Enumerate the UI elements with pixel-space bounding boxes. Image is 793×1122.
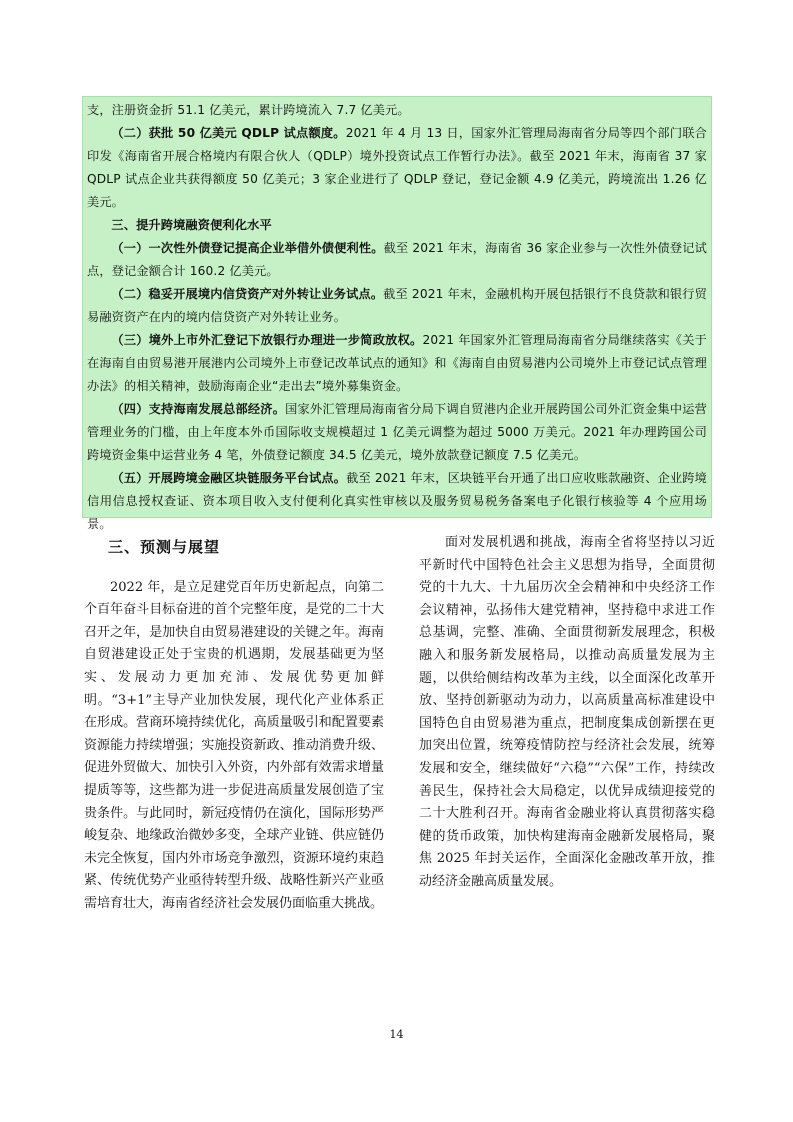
section-title: 三、预测与展望	[108, 538, 221, 556]
item-heading-1: （一）一次性外债登记提高企业举借外债便利性。	[111, 241, 384, 255]
left-column	[84, 532, 384, 916]
qdlp-heading: （二）获批 50 亿美元 QDLP 试点额度。	[111, 126, 346, 140]
left-paragraph: 2022 年，是立足建党百年历史新起点，向第二个百年奋斗目标奋进的首个完整年度，是党的二十大召开之年，是加快自由贸易港建设的关键之年。海南自贸港建设正处于宝贵的机遇期，发展基础更为坚实、发展动力更加充沛、发展优势更加鲜明。“3+1”主导产业加快发展，现代化产业体系正在形成。营商环境持续优化，高质量吸引和配置要素资源能力持续增强；实施投资新政、推动消费升级、促进外贸做大、加快引入外资，内外部有效需求增量提质等等，这些都为进一步促进高质量发展创造了宝贵条件。与此同时，新冠疫情仍在演化，国际形势严峻复杂、地缘政治微妙多变，全球产业链、供应链仍未完全恢复，国内外市场竞争激烈，资源环境约束趋紧、传统优势产业亟待转型升级、战略性新兴产业亟需培育壮大，海南省经济社会发展仍面临重大挑战。	[84, 579, 384, 911]
item-paragraph-1	[87, 237, 707, 283]
qdlp-body: 2021 年 4 月 13 日，国家外汇管理局海南省分局等四个部门联合印发《海南省开展合格境内有限合伙人（QDLP）境外投资试点工作暂行办法》。截至 2021 年末，海南省 37 家 QDLP 试点企业共获得额度 50 亿美元；3 家企业进行了 QDLP 登记，登记金额 4.9 亿美元，跨境流出 1.26 亿美元。	[87, 126, 707, 209]
box-section-heading: 三、提升跨境融资便利化水平	[111, 218, 272, 232]
item-heading-5: （五）开展跨境金融区块链服务平台试点。	[111, 471, 347, 485]
item-body-1: 截至 2021 年末，海南省 36 家企业参与一次性外债登记试点，登记金额合计 160.2 亿美元。	[87, 241, 707, 278]
right-column	[419, 532, 715, 894]
item-body-3: 2021 年国家外汇管理局海南省分局继续落实《关于在海南自由贸易港开展港内公司境外上市登记改革试点的通知》和《海南自由贸易港内公司境外上市登记试点管理办法》的相关精神，鼓励海南企业“走出去”境外募集资金。	[87, 333, 707, 393]
highlight-box	[82, 96, 712, 531]
qdlp-paragraph	[87, 122, 707, 214]
item-heading-2: （二）稳妥开展境内信贷资产对外转让业务试点。	[111, 287, 384, 301]
item-paragraph-3	[87, 329, 707, 398]
page-number: 14	[389, 1028, 404, 1041]
item-body-4: 国家外汇管理局海南省分局下调自贸港内企业开展跨国公司外汇资金集中运营管理业务的门槛，由上年度本外币国际收支规模超过 1 亿美元调整为超过 5000 万美元。2021 年办理跨国公司跨境资金集中运营业务 4 笔，外债登记额度 34.5 亿美元，境外放款登记额度 7.5 亿美元。	[87, 402, 707, 462]
item-paragraph-5	[87, 467, 707, 536]
item-heading-4: （四）支持海南发展总部经济。	[111, 402, 286, 416]
item-heading-3: （三）境外上市外汇登记下放银行办理进一步简政放权。	[111, 333, 423, 347]
box-continued-text: 支，注册资金折 51.1 亿美元，累计跨境流入 7.7 亿美元。	[87, 103, 410, 117]
right-paragraph: 面对发展机遇和挑战，海南全省将坚持以习近平新时代中国特色社会主义思想为指导，全面贯彻党的十九大、十九届历次全会精神和中央经济工作会议精神，弘扬伟大建党精神，坚持稳中求进工作总基调，完整、准确、全面贯彻新发展理念，积极融入和服务新发展格局，以推动高质量发展为主题，以供给侧结构改革为主线，以全面深化改革开放、坚持创新驱动为动力，以高质量高标准建设中国特色自由贸易港为重点，把制度集成创新摆在更加突出位置，统筹疫情防控与经济社会发展，统筹发展和安全，继续做好“六稳”“六保”工作，持续改善民生，保持社会大局稳定，以优异成绩迎接党的二十大胜利召开。海南省金融业将认真贯彻落实稳健的货币政策，加快构建海南金融新发展格局，聚焦 2025 年封关运作，全面深化金融改革开放，推动经济金融高质量发展。	[419, 535, 715, 889]
item-body-5: 截至 2021 年末，区块链平台开通了出口应收账款融资、企业跨境信用信息授权查证、资本项目收入支付便利化真实性审核以及服务贸易税务备案电子化银行核验等 4 个应用场景。	[87, 471, 707, 531]
item-paragraph-4	[87, 398, 707, 467]
item-paragraph-2	[87, 283, 707, 329]
item-body-2: 截至 2021 年末，金融机构开展包括银行不良贷款和银行贸易融资资产在内的境内信贷资产对外转让业务。	[87, 287, 707, 324]
